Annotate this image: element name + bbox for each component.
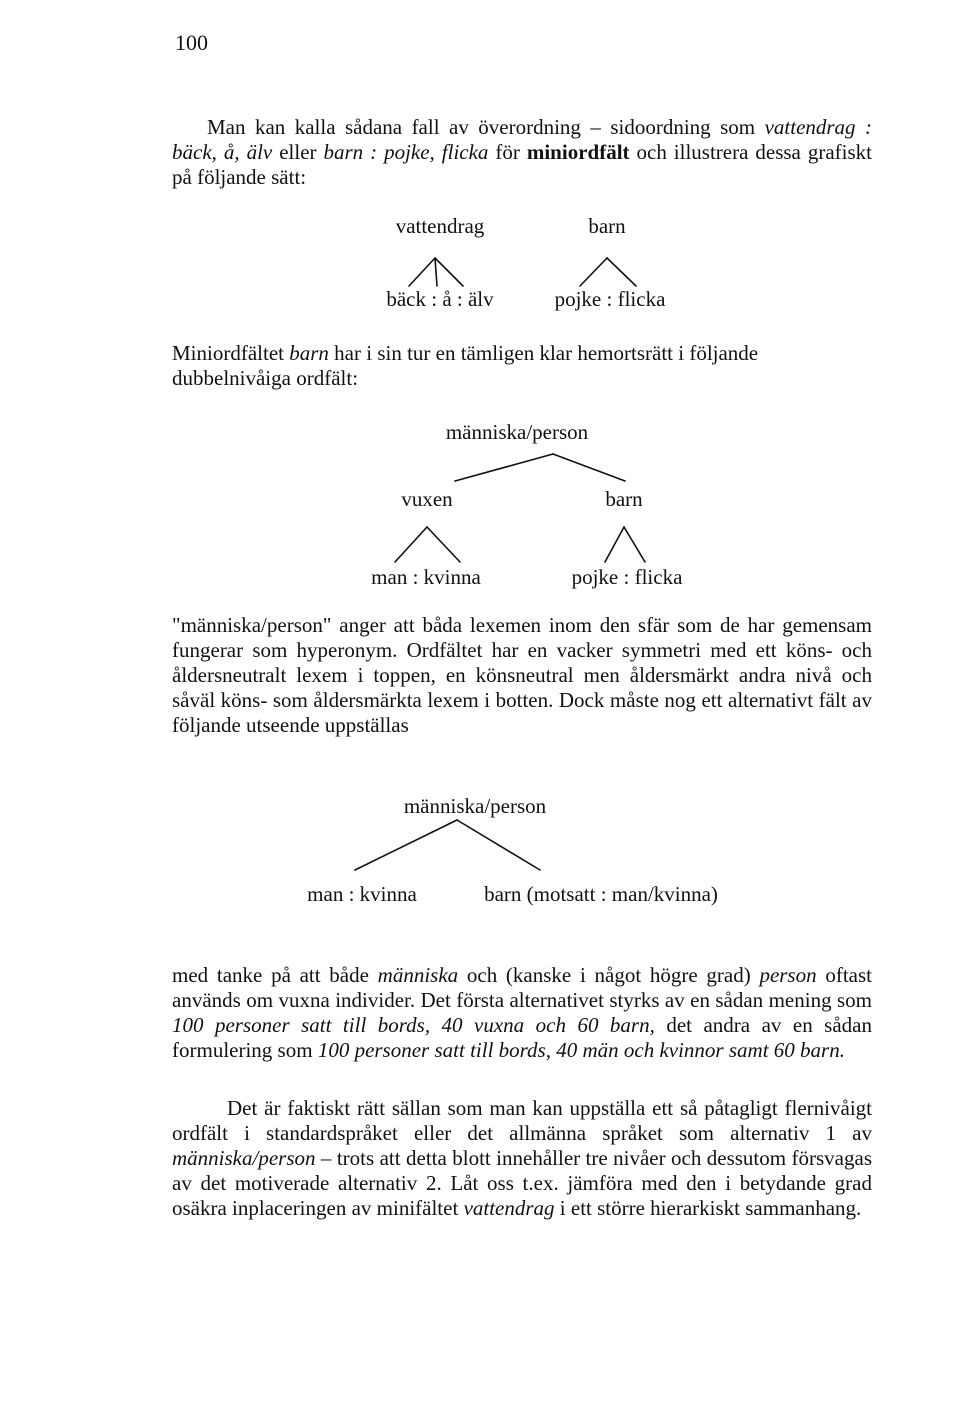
text: i ett större hierarkiskt sammanhang. [554, 1196, 862, 1220]
paragraph-miniordfaltet [172, 341, 877, 391]
node-pojke-flicka-2: pojke : flicka [571, 565, 683, 589]
node-man-kvinna-1: man : kvinna [371, 565, 481, 589]
paragraph-det-ar-faktiskt [172, 1096, 872, 1221]
example-sentence-2: 100 personer satt till bords, 40 män och kvinnor samt 60 barn. [317, 1038, 845, 1062]
text: oftast används om vuxna individer. Det första alternativet styrks av en sådan mening som [172, 963, 872, 1012]
example-sentence-1: 100 personer satt till bords, 40 vuxna och 60 barn, [172, 1013, 655, 1037]
node-back-a-alv: bäck : å : älv [386, 287, 494, 311]
node-man-kvinna-2: man : kvinna [307, 882, 417, 906]
node-manniska-person-1: människa/person [445, 420, 589, 444]
example-vattendrag: vattendrag : bäck, å, älv [172, 115, 873, 164]
text: Miniordfältet [172, 341, 290, 365]
edge-vattendrag-left [409, 258, 435, 286]
node-pojke-flicka-1: pojke : flicka [554, 287, 666, 311]
node-manniska-person-2: människa/person [403, 794, 547, 818]
term-barn: barn [289, 341, 329, 365]
edge-barn1-left [580, 258, 607, 286]
page-number: 100 [175, 30, 208, 55]
term-manniska: människa [377, 963, 459, 987]
edge-root3-left [355, 820, 457, 870]
text: – trots att detta blott innehåller tre nivåer och dessutom försvagas av det motiverade alternativ 2. Låt oss t.ex. jämföra med den i betydande grad osäkra inplaceringen av minifältet [172, 1146, 872, 1220]
edge-root3-right [457, 820, 540, 870]
paragraph-hyperonym: "människa/person" anger att båda lexemen inom den sfär som de har gemensam fungerar som hyperonym. Ordfältet har en vacker symmetri med ett köns- och åldersneutralt lexem i toppen, en könsneutral men åldersmärkt andra nivå och såväl köns- som åldersmärkta lexem i botten. Dock måste nog ett alternativt fält av följande utseende uppställas [172, 613, 872, 737]
node-vattendrag: vattendrag [395, 214, 485, 238]
edge-vuxen-left [395, 527, 427, 562]
edge-root2-right [553, 454, 625, 481]
text: det andra av en sådan formulering som [172, 1013, 872, 1062]
text: för [488, 140, 527, 164]
term-manniska-person: människa/person [172, 1146, 316, 1170]
paragraph-med-tanke [172, 963, 872, 1063]
text: med tanke på att både [172, 963, 378, 987]
text: Det är faktiskt rätt sällan som man kan uppställa ett så påtagligt flernivåigt ordfält i standardspråket eller det allmänna språket som alternativ 1 av [172, 1096, 872, 1145]
term-vattendrag: vattendrag [463, 1196, 555, 1220]
text: och illustrera dessa grafiskt på följande sätt: [172, 140, 872, 189]
text: har i sin tur en tämligen klar hemortsrätt i följande dubbelnivåiga ordfält: [172, 341, 759, 390]
edge-vattendrag-mid [435, 258, 437, 286]
edge-barn2-right [624, 527, 645, 562]
text: Man kan kalla sådana fall av överordning – sidoordning som [207, 115, 765, 139]
edge-vuxen-right [427, 527, 460, 562]
edge-root2-left [455, 454, 553, 481]
node-barn-mid: barn [605, 487, 643, 511]
text: eller [272, 140, 324, 164]
term-person: person [759, 963, 817, 987]
node-vuxen: vuxen [401, 487, 453, 511]
example-barn: barn : pojke, flicka [323, 140, 489, 164]
term-miniordfalt: miniordfält [526, 140, 630, 164]
text: och (kanske i något högre grad) [458, 963, 760, 987]
edge-barn1-right [607, 258, 636, 286]
node-barn-top: barn [588, 214, 626, 238]
edge-vattendrag-right [435, 258, 463, 286]
edge-barn2-left [605, 527, 624, 562]
node-barn-motsatt: barn (motsatt : man/kvinna) [484, 882, 718, 906]
